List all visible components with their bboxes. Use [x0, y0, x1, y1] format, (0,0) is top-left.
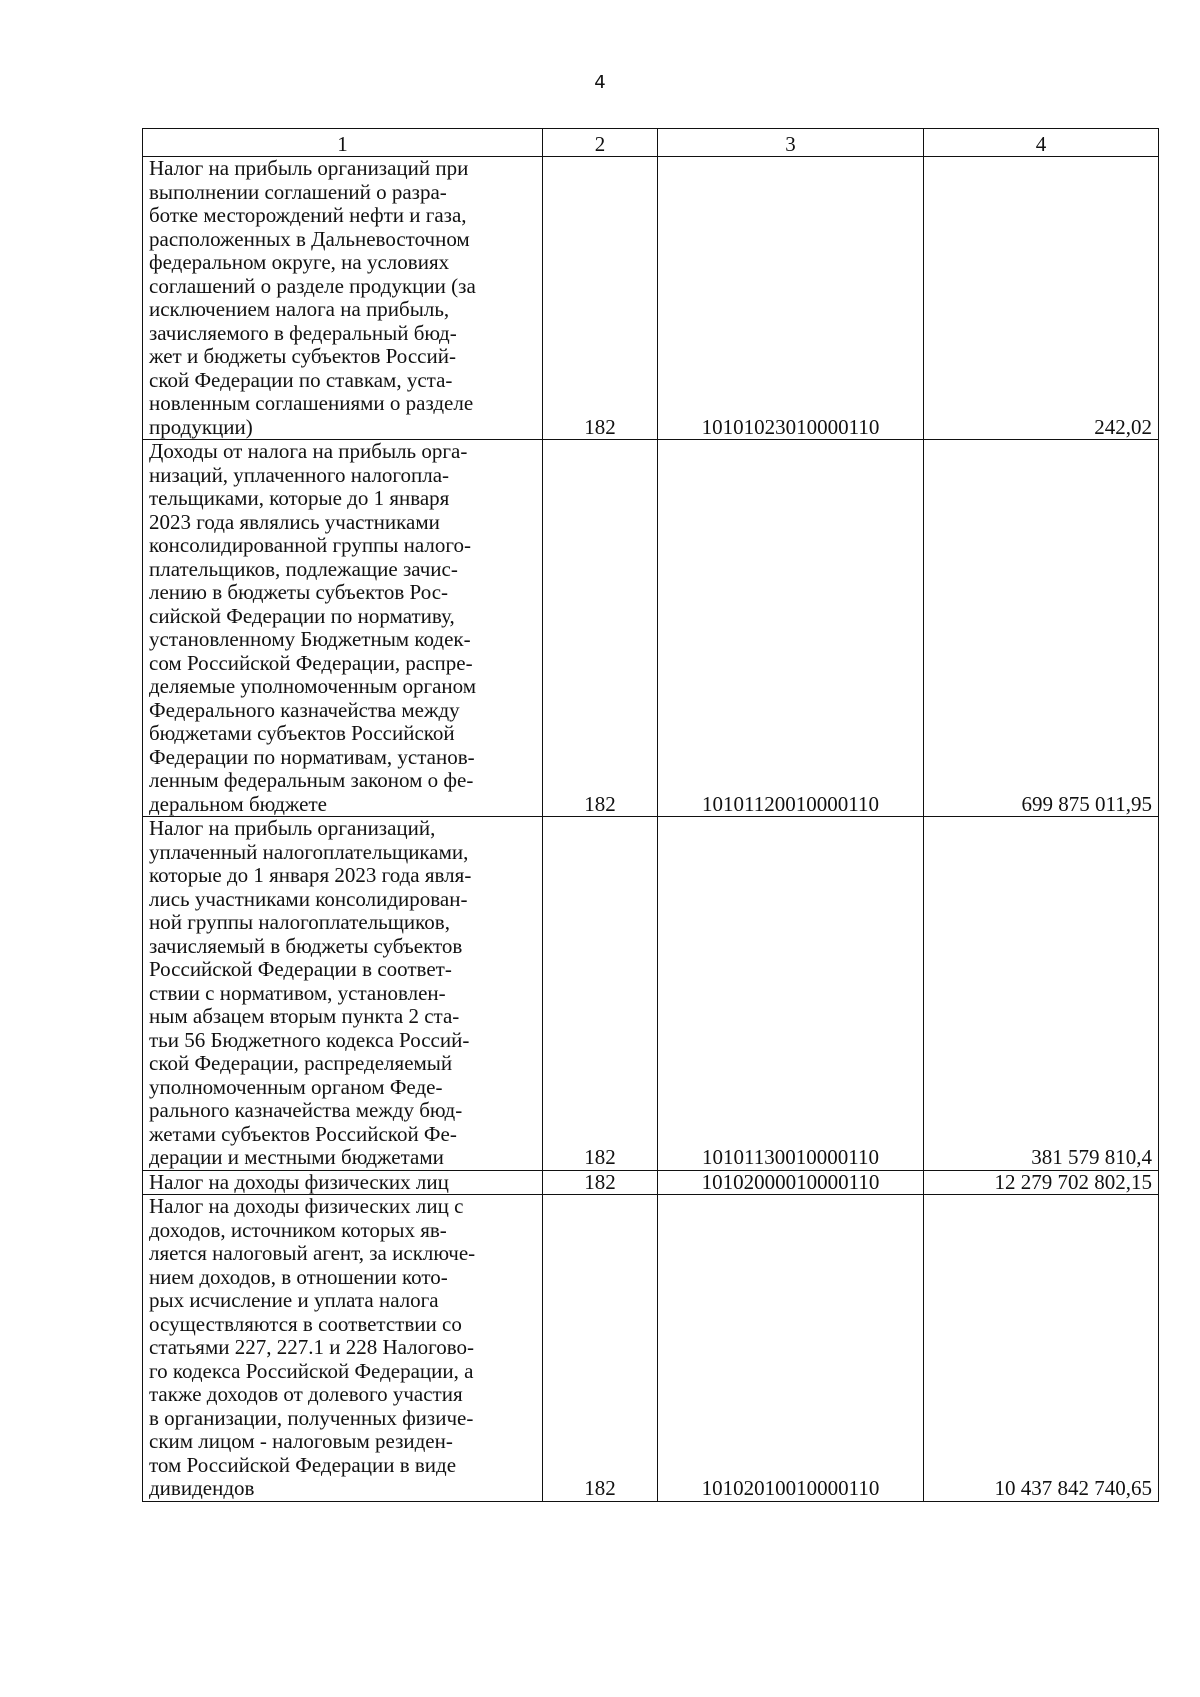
- income-name-line: бюджетами субъектов Российской: [149, 721, 455, 745]
- amount-cell: 242,02: [924, 157, 1159, 440]
- income-name-line: дивидендов: [149, 1476, 255, 1500]
- income-name-line: сом Российской Федерации, распре-: [149, 650, 473, 675]
- income-name-line: зачисляемого в федеральный бюд-: [149, 320, 457, 345]
- income-name-line: ным абзацем вторым пункта 2 ста-: [149, 1004, 460, 1028]
- income-name-cell: [143, 157, 543, 440]
- income-name-line: Федерального казначейства между: [149, 697, 460, 722]
- table-row: [143, 440, 1159, 817]
- income-name-line: тельщиками, которые до 1 января: [149, 486, 450, 510]
- income-name-line: плательщиков, подлежащие зачис-: [149, 556, 458, 581]
- income-name-line: продукции): [149, 414, 253, 439]
- income-name-line: том Российской Федерации в виде: [149, 1452, 457, 1477]
- income-name-line: лись участниками консолидирован-: [149, 886, 468, 911]
- income-name-line: статьями 227, 227.1 и 228 Налогово-: [149, 1335, 474, 1359]
- income-name-line: ленным федеральным законом о фе-: [149, 768, 474, 792]
- income-name-line: нием доходов, в отношении кото-: [149, 1264, 448, 1289]
- income-name-line: ляется налоговый агент, за исключе-: [149, 1241, 476, 1265]
- income-name-line: которые до 1 января 2023 года явля-: [149, 863, 472, 887]
- table-row: [143, 1195, 1159, 1502]
- income-name-line: уполномоченным органом Феде-: [149, 1074, 443, 1099]
- budget-code-cell: 10102010010000110: [658, 1195, 924, 1502]
- income-name-line: дерации и местными бюджетами: [149, 1145, 444, 1169]
- income-name-line: деральном бюджете: [149, 791, 327, 816]
- income-name-line: лению в бюджеты субъектов Рос-: [149, 580, 449, 604]
- budget-code-cell: 10101130010000110: [658, 817, 924, 1171]
- income-name-line: доходов, источником которых яв-: [149, 1217, 447, 1242]
- income-name-line: новленным соглашениями о разделе: [149, 391, 474, 415]
- income-name-line: 2023 года являлись участниками: [149, 509, 440, 534]
- admin-code-cell: 182: [543, 817, 658, 1171]
- income-name-line: сийской Федерации по нормативу,: [149, 603, 455, 628]
- admin-code-cell: 182: [543, 1170, 658, 1195]
- amount-cell: 12 279 702 802,15: [924, 1170, 1159, 1195]
- amount-cell: 10 437 842 740,65: [924, 1195, 1159, 1502]
- table-row: [143, 157, 1159, 440]
- income-name-line: го кодекса Российской Федерации, а: [149, 1358, 474, 1383]
- income-name-line: уплаченный налогоплательщиками,: [149, 839, 469, 864]
- income-name-line: ной группы налогоплательщиков,: [149, 910, 450, 934]
- income-name-line: зачисляемый в бюджеты субъектов: [149, 933, 463, 958]
- page-number: 4: [594, 72, 606, 93]
- income-name-line: ской Федерации, распределяемый: [149, 1051, 453, 1075]
- income-name-line: консолидированной группы налого-: [149, 533, 471, 557]
- income-name-line: жет и бюджеты субъектов Россий-: [149, 344, 456, 368]
- income-name-line: ботке месторождений нефти и газа,: [149, 203, 467, 227]
- income-name-line: осуществляются в соответствии со: [149, 1311, 462, 1336]
- income-name-line: Федерации по нормативам, установ-: [149, 744, 475, 769]
- income-name-line: жетами субъектов Российской Фе-: [149, 1121, 457, 1146]
- income-name-line: Налог на прибыль организаций,: [149, 816, 436, 840]
- income-name-line: в организации, полученных физиче-: [149, 1405, 474, 1430]
- table-header-row: [143, 129, 1159, 157]
- income-name-line: также доходов от долевого участия: [149, 1382, 463, 1406]
- income-name-line: низаций, уплаченного налогопла-: [149, 462, 450, 487]
- header-cell: 3: [658, 129, 924, 157]
- income-name-line: расположенных в Дальневосточном: [149, 226, 470, 251]
- income-name-line: федеральном округе, на условиях: [149, 250, 450, 274]
- income-name-cell: [143, 440, 543, 817]
- header-cell: 4: [924, 129, 1159, 157]
- header-cell: 1: [143, 129, 543, 157]
- budget-table: [142, 128, 1159, 1502]
- budget-code-cell: 10101023010000110: [658, 157, 924, 440]
- income-name-line: Российской Федерации в соответ-: [149, 957, 452, 981]
- income-name-line: рых исчисление и уплата налога: [149, 1288, 439, 1312]
- admin-code-cell: 182: [543, 440, 658, 817]
- income-name-cell: [143, 817, 543, 1171]
- budget-code-cell: 10102000010000110: [658, 1170, 924, 1195]
- income-name-line: Налог на прибыль организаций при: [149, 156, 469, 180]
- table-row: [143, 817, 1159, 1171]
- income-name-line: Доходы от налога на прибыль орга-: [149, 439, 468, 463]
- admin-code-cell: 182: [543, 1195, 658, 1502]
- income-name-line: установленному Бюджетным кодек-: [149, 627, 471, 651]
- admin-code-cell: 182: [543, 157, 658, 440]
- income-name-line: ской Федерации по ставкам, уста-: [149, 367, 453, 392]
- amount-cell: 699 875 011,95: [924, 440, 1159, 817]
- income-name-line: Налог на доходы физических лиц с: [149, 1194, 464, 1218]
- income-name-cell: [143, 1195, 543, 1502]
- income-name-line: рального казначейства между бюд-: [149, 1098, 463, 1122]
- header-cell: 2: [543, 129, 658, 157]
- income-name-line: деляемые уполномоченным органом: [149, 674, 477, 698]
- amount-cell: 381 579 810,4: [924, 817, 1159, 1171]
- income-name-cell: [143, 1170, 543, 1195]
- income-name-line: исключением налога на прибыль,: [149, 297, 450, 321]
- income-name-line: соглашений о разделе продукции (за: [149, 273, 476, 298]
- table-row: [143, 1170, 1159, 1195]
- budget-code-cell: 10101120010000110: [658, 440, 924, 817]
- income-name-line: Налог на доходы физических лиц: [149, 1169, 449, 1194]
- income-name-line: ствии с нормативом, установлен-: [149, 980, 446, 1005]
- income-name-line: ским лицом - налоговым резиден-: [149, 1429, 453, 1453]
- income-name-line: тьи 56 Бюджетного кодекса Россий-: [149, 1027, 470, 1052]
- income-name-line: выполнении соглашений о разра-: [149, 179, 447, 204]
